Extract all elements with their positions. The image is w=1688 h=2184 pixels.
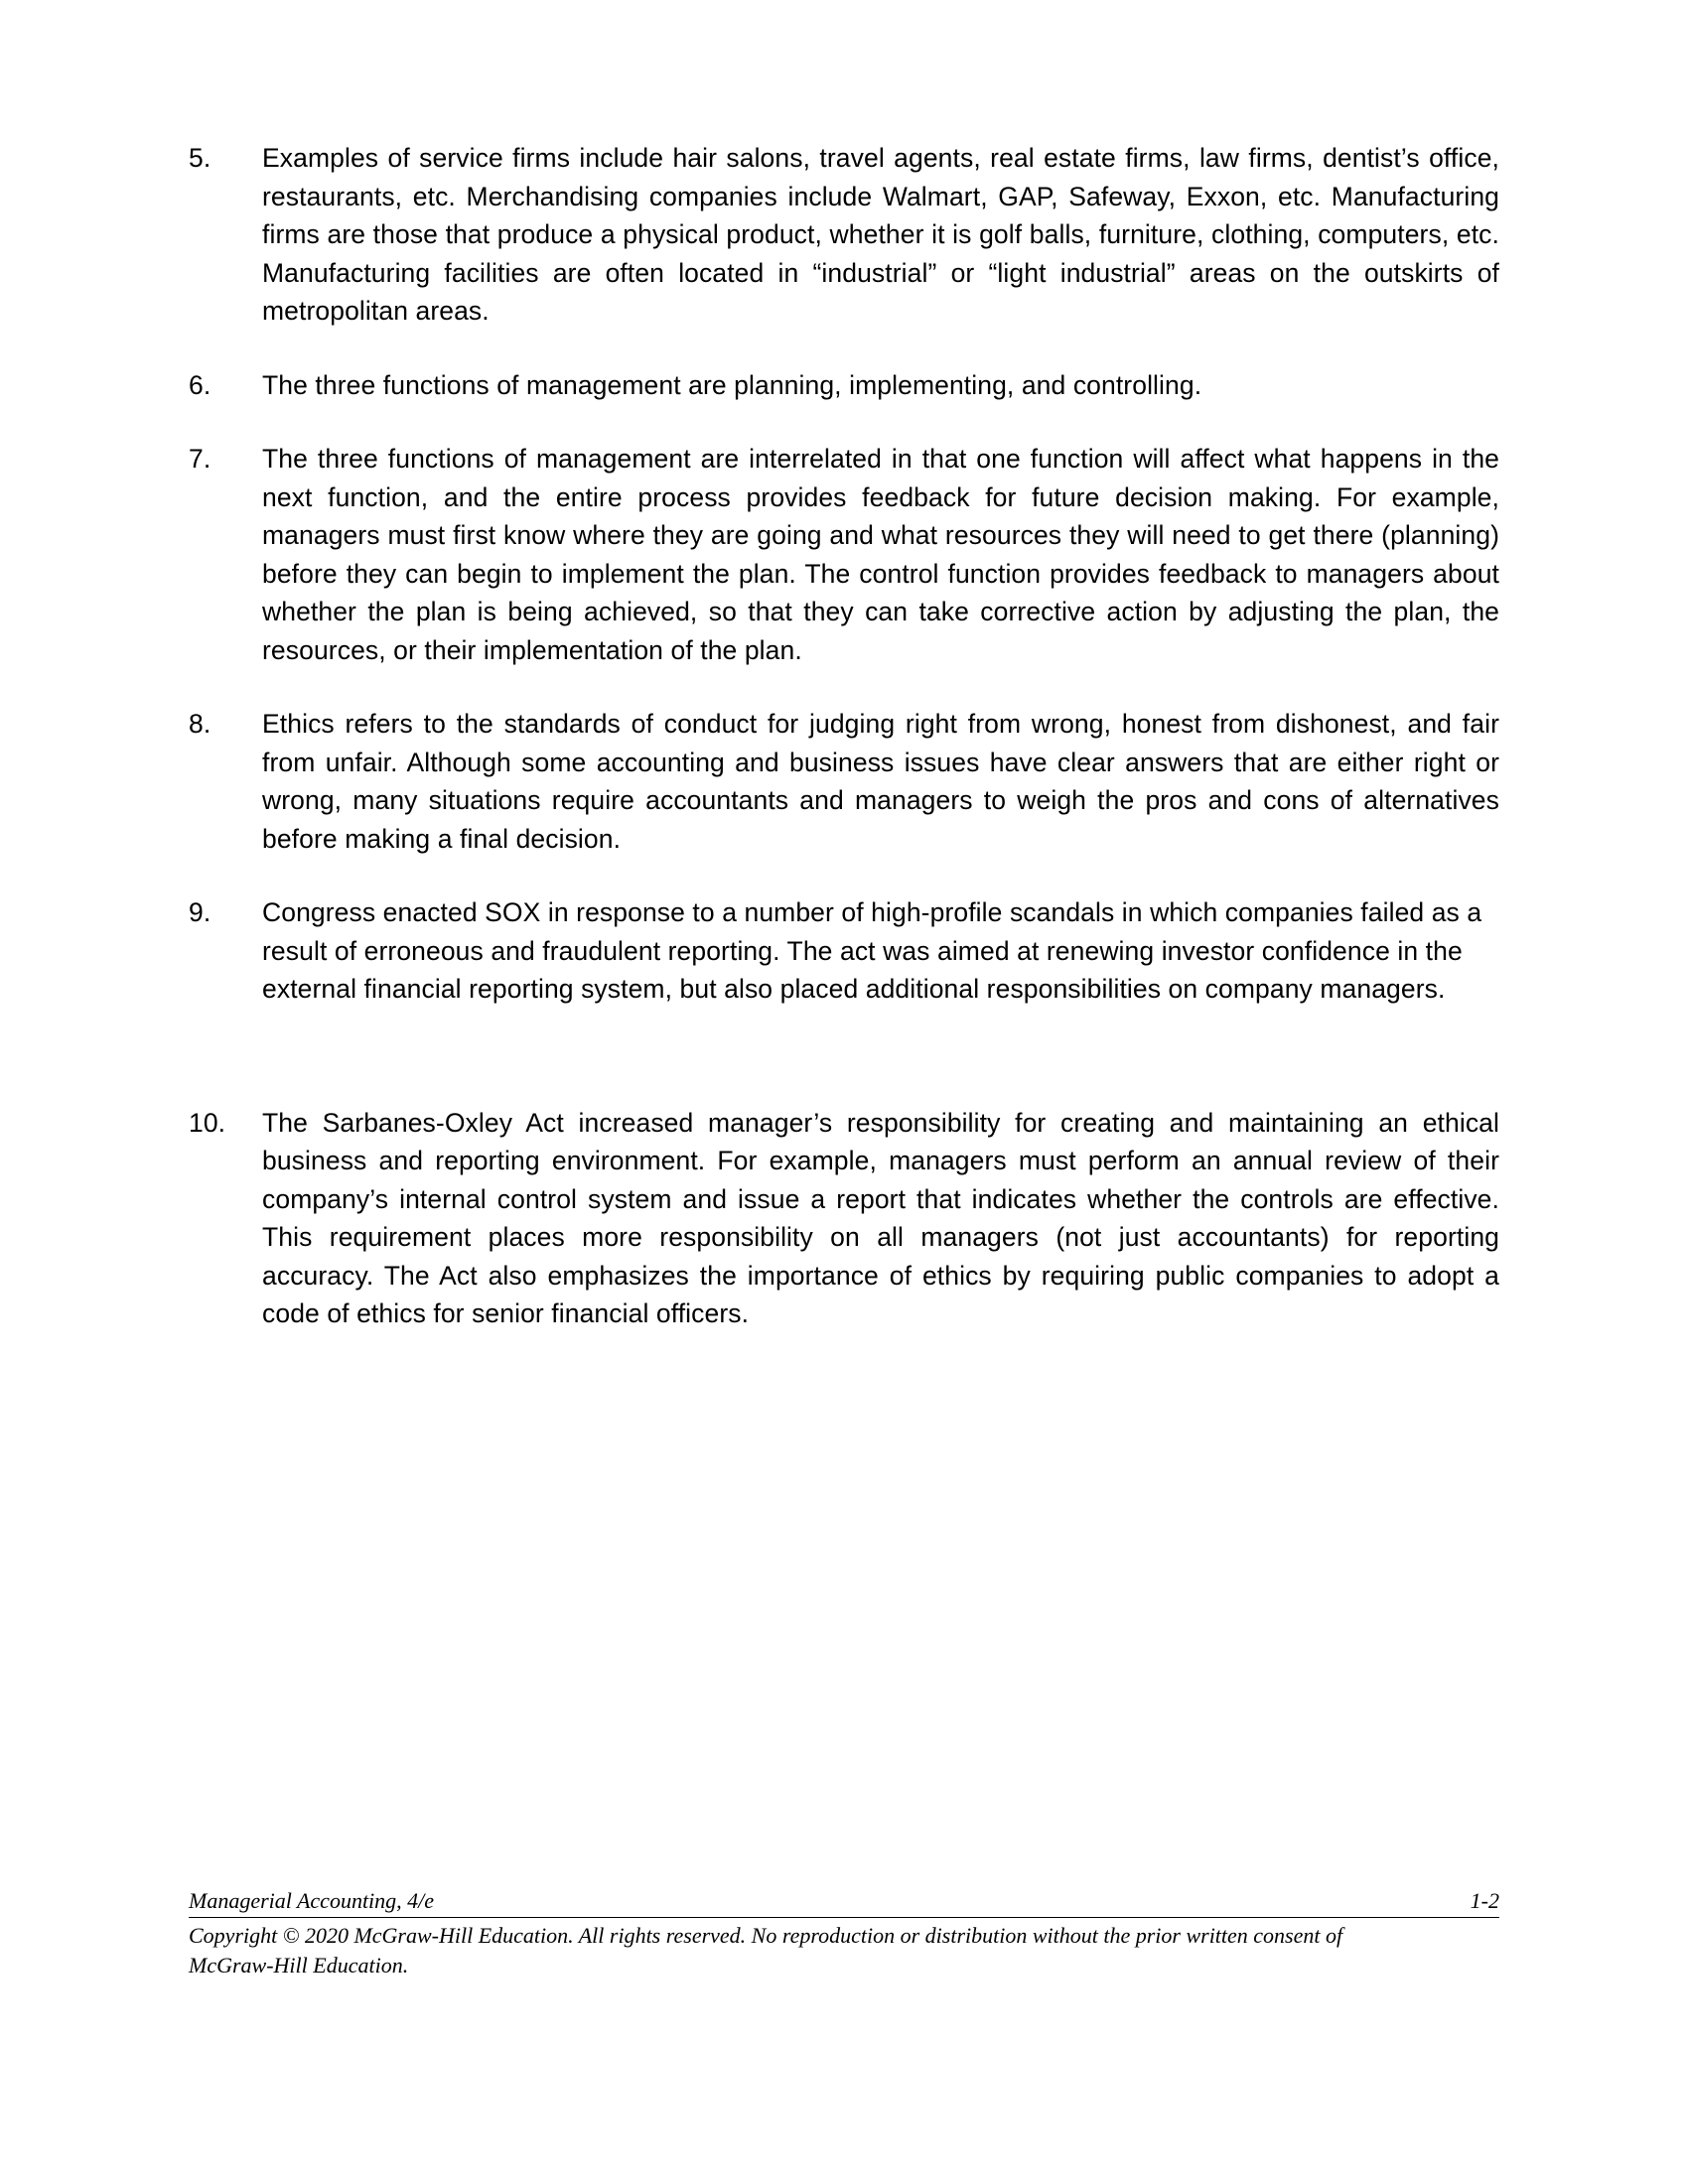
answers-list [189,139,1499,1369]
footer-book-title: Managerial Accounting, 4/e [189,1888,435,1913]
list-item-number: 8. [189,709,211,739]
list-item [189,139,1499,331]
list-item-number: 6. [189,369,211,400]
list-item [189,440,1499,669]
list-item-number: 7. [189,444,211,474]
list-item-text: The three functions of management are interrelated in that one function will affect what happens in the next function, and the entire process provides feedback for future decision making. For example, managers must first know where they are going and what resources they will need to get there (planning) before they can begin to implement the plan. The control function provides feedback to managers about whether the plan is being achieved, so that they can take corrective action by adjusting the plan, the resources, or their implementation of the plan. [262,444,1499,665]
list-item-text: The three functions of management are planning, implementing, and controlling. [262,369,1202,400]
footer-page-number: 1-2 [1470,1888,1499,1913]
list-item [189,893,1499,1009]
list-item-number: 5. [189,143,211,173]
page-footer [189,1886,1499,1980]
list-item-text: The Sarbanes-Oxley Act increased manager’s responsibility for creating and maintaining an ethical business and reporting environment. For example, managers must perform an annual review of their company’s internal control system and issue a report that indicates whether the controls are effective. This requirement places more responsibility on all managers (not just accountants) for reporting accuracy. The Act also emphasizes the importance of ethics by requiring public companies to adopt a code of ethics for senior financial officers. [262,1107,1499,1328]
footer-copyright-notice: Copyright © 2020 McGraw-Hill Education. All rights reserved. No reproduction or distribution without the prior written consent of McGraw-Hill Education. [189,1923,1343,1978]
list-item [189,366,1499,405]
list-item-text: Congress enacted SOX in response to a number of high-profile scandals in which companies failed as a result of erroneous and fraudulent reporting. The act was aimed at renewing investor confidence in the external financial reporting system, but also placed additional responsibilities on company managers. [262,897,1482,1004]
footer-title-row [189,1886,1499,1918]
list-item [189,705,1499,858]
list-item-number: 10. [189,1107,226,1138]
list-item-text: Ethics refers to the standards of conduct for judging right from wrong, honest from dishonest, and fair from unfair. Although some accounting and business issues have clear answers that are either right or wrong, many situations require accountants and managers to weigh the pros and cons of alternatives before making a final decision. [262,709,1499,854]
list-item-number: 9. [189,897,211,927]
list-item-text: Examples of service firms include hair salons, travel agents, real estate firms, law firms, dentist’s office, restaurants, etc. Merchandising companies include Walmart, GAP, Safeway, Exxon, etc. Manufacturing firms are those that produce a physical product, whether it is golf balls, furniture, clothing, computers, etc. Manufacturing facilities are often located in “industrial” or “light industrial” areas on the outskirts of metropolitan areas. [262,143,1499,326]
list-item [189,1104,1499,1333]
